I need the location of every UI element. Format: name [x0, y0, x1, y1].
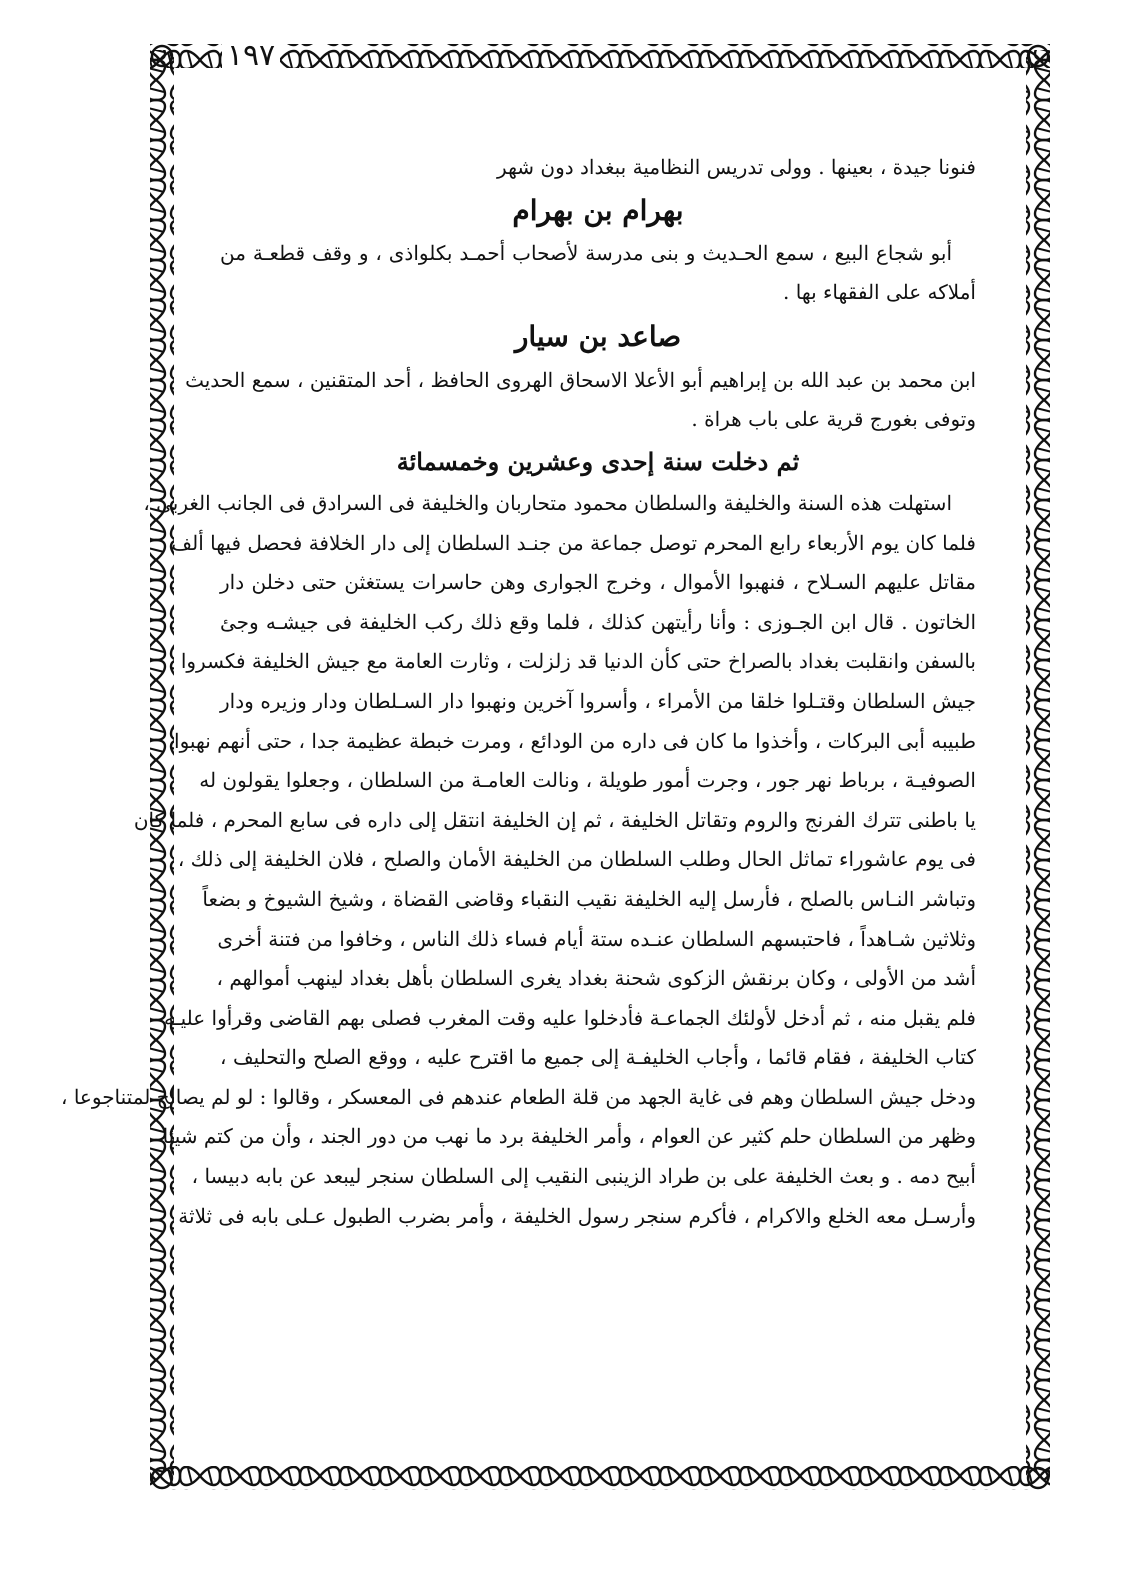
text-line: ودخل جيش السلطان وهم فى غاية الجهد من قلة الطعام عندهم فى المعسكر ، وقالوا : لو لم يصالح لمتناجوعا ، [61, 1084, 976, 1109]
text-line: كتاب الخليفة ، فقام قائما ، وأجاب الخليفـة إلى جميع ما اقترح عليه ، ووقع الصلح والتحليف ، [220, 1045, 976, 1070]
page-body [61, 148, 976, 1478]
text-line: وتوفى بغورج قرية على باب هراة . [691, 407, 976, 432]
text-line: طبيبه أبى البركات ، وأخذوا ما كان فى داره من الودائع ، ومرت خبطة عظيمة جدا ، حتى أنهم نهبوا [174, 728, 976, 753]
text-line: فلم يقبل منه ، ثم أدخل لأولئك الجماعـة فأدخلوا عليه وقت المغرب فصلى بهم القاضى وقرأوا عليـه [164, 1005, 976, 1030]
text-line: ابن محمد بن عبد الله بن إبراهيم أبو الأعلا الاسحاق الهروى الحافظ ، أحد المتقنين ، سمع الحديث [185, 367, 976, 392]
intro-line: فنونا جيدة ، بعينها . وولى تدريس النظامية ببغداد دون شهر [497, 155, 976, 179]
text-line: أبو شجاع البيع ، سمع الحـديث و بنى مدرسة لأصحاب أحمـد بكلواذى ، و وقف قطعـة من [220, 240, 952, 265]
section-title: صاعد بن سيار [514, 319, 682, 353]
section-year-521 [61, 440, 976, 1236]
text-line: بالسفن وانقلبت بغداد بالصراخ حتى كأن الدنيا قد زلزلت ، وثارت العامة مع جيش الخليفة فكسروا [180, 649, 976, 674]
section-title: ثم دخلت سنة إحدى وعشرين وخمسمائة [396, 446, 800, 476]
text-line: الصوفيـة ، برباط نهر جور ، وجرت أمور طويلة ، ونالت العامـة من السلطان ، وجعلوا يقولون له [199, 768, 976, 793]
section-bahram [220, 188, 976, 313]
text-line: الخاتون . قال ابن الجـوزى : وأنا رأيتهن كذلك ، فلما وقع ذلك ركب الخليفة فى جيشـه وجئ [220, 609, 976, 634]
text-line: مقاتل عليهم السـلاح ، فنهبوا الأموال ، وخرج الجوارى وهن حاسرات يستغثن حتى دخلن دار [220, 570, 976, 595]
text-line: وثلاثين شـاهداً ، فاحتبسهم السلطان عنـده ستة أيام فساء ذلك الناس ، وخافوا من فتنة أخرى [217, 926, 976, 951]
text-line: أشد من الأولى ، وكان برنقش الزكوى شحنة بغداد يغرى السلطان بأهل بغداد لينهب أموالهم ، [216, 966, 976, 991]
section-saed [185, 313, 976, 440]
text-line: وأرسـل معه الخلع والاكرام ، فأكرم سنجر رسول الخليفة ، وأمر بضرب الطبول عـلى بابه فى ثلاثة [178, 1203, 976, 1228]
text-line: يا باطنى تترك الفرنج والروم وتقاتل الخليفة ، ثم إن الخليفة انتقل إلى داره فى سابع المحرم ، فلما كان [133, 807, 976, 832]
text-line: فى يوم عاشوراء تماثل الحال وطلب السلطان من الخليفة الأمان والصلح ، فلان الخليفة إلى ذلك ، [177, 847, 976, 872]
text-line: وظهر من السلطان حلم كثير عن العوام ، وأمر الخليفة برد ما نهب من دور الجند ، وأن من كتم شيئا [162, 1124, 976, 1149]
text-line: أملاكه على الفقهاء بها . [783, 280, 976, 305]
section-title: بهرام بن بهرام [512, 193, 684, 227]
text-line: أبيح دمه . و بعث الخليفة على بن طراد الزينبى النقيب إلى السلطان سنجر ليبعد عن بابه دبيسا ، [191, 1164, 976, 1189]
page-number: ١٩٧ [222, 36, 280, 76]
text-line: وتباشر النـاس بالصلح ، فأرسل إليه الخليفة نقيب النقباء وقاضى القضاة ، وشيخ الشيوخ و بضعاً [202, 886, 976, 911]
text-line: استهلت هذه السنة والخليفة والسلطان محمود متحاربان والخليفة فى السرادق فى الجانب الغربى ، [143, 490, 952, 515]
text-line: جيش السلطان وقتـلوا خلقا من الأمراء ، وأسروا آخرين ونهبوا دار السـلطان ودار وزيره ودار [220, 688, 976, 713]
text-line: فلما كان يوم الأربعاء رابع المحرم توصل جماعة من جنـد السلطان إلى دار الخلافة فحصل فيها ألف [171, 530, 976, 555]
